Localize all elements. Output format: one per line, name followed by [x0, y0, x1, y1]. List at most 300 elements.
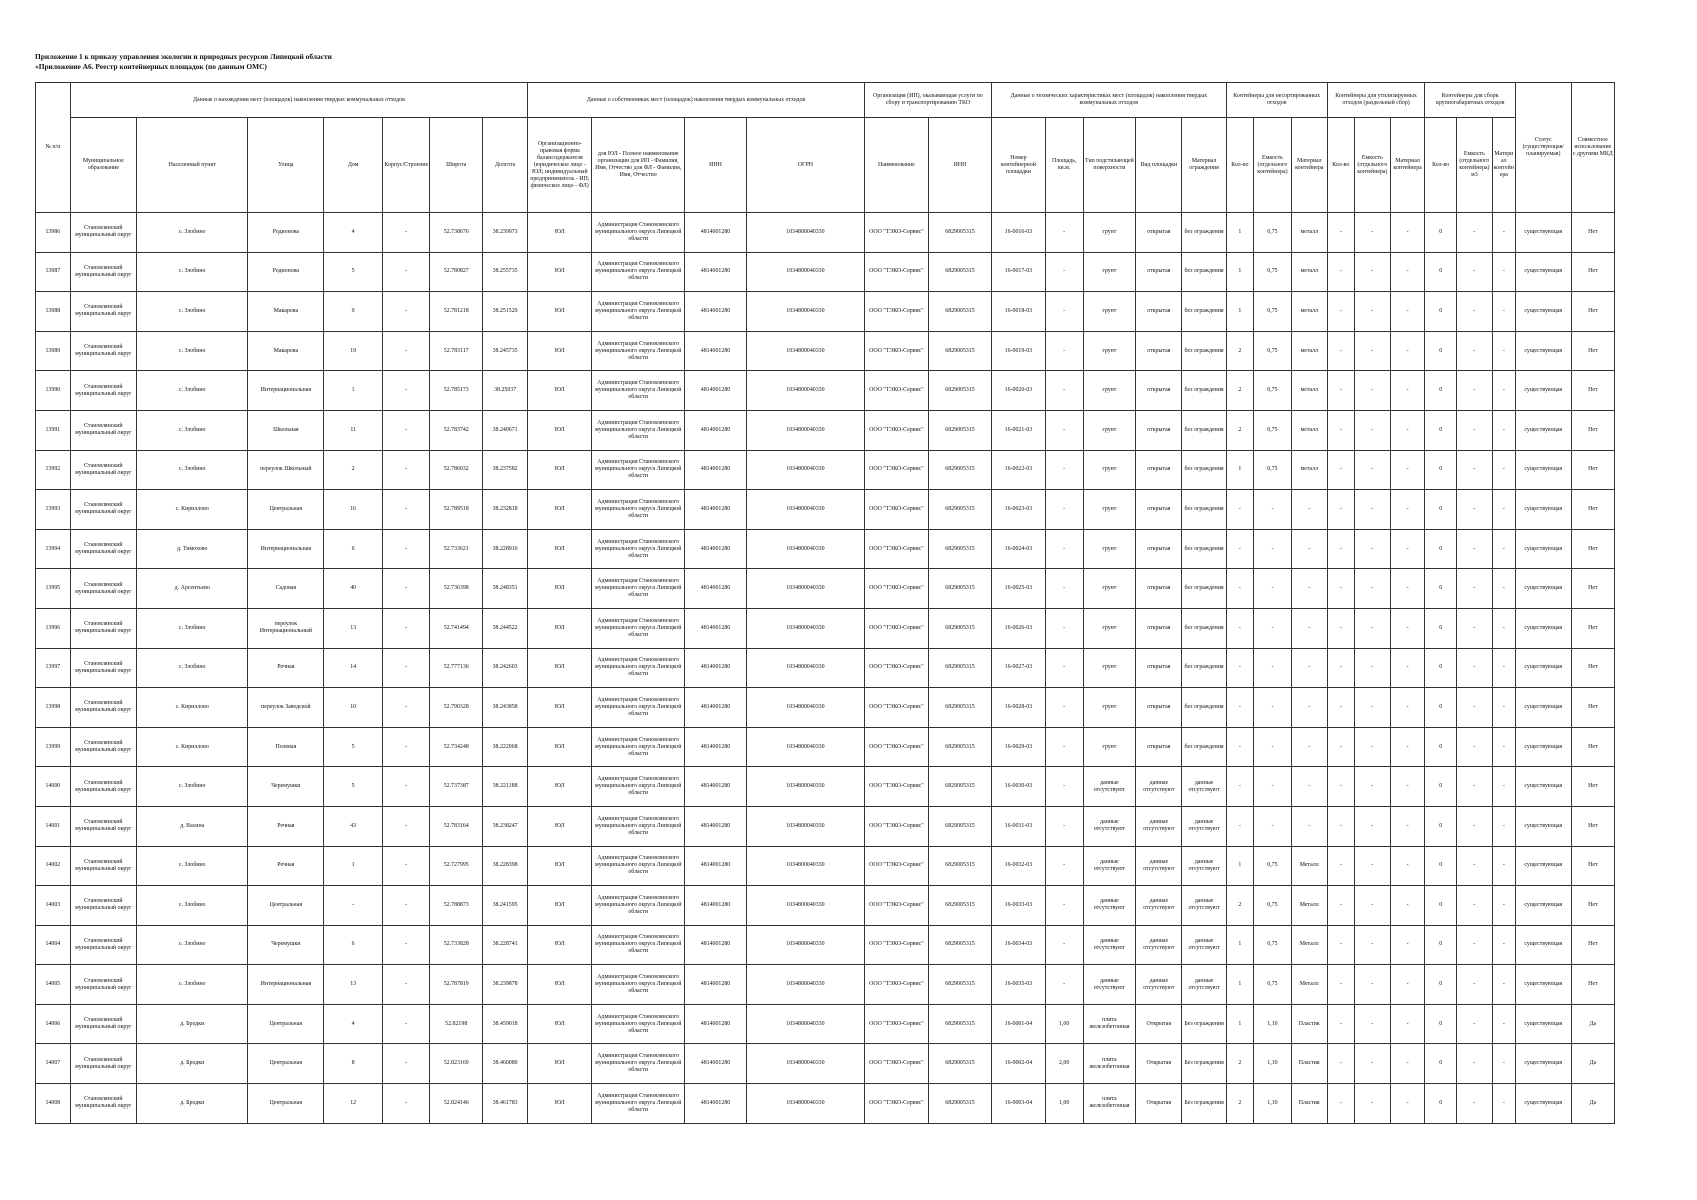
- cell-area: -: [1045, 727, 1083, 767]
- cell-area: -: [1045, 252, 1083, 292]
- cell-org-inn: 6829005315: [928, 410, 991, 450]
- cell-site-number: 16-0002-04: [992, 1044, 1046, 1084]
- cell-street: Интернациональная: [248, 371, 324, 411]
- cell-u-qty: -: [1226, 529, 1253, 569]
- cell-inn: 4814001280: [684, 371, 746, 411]
- cell-lat: 52.788873: [430, 886, 483, 926]
- cell-legal-form: ЮЛ: [528, 1004, 592, 1044]
- cell-u-cap: 0,75: [1254, 886, 1292, 926]
- cell-municipality: Становлянский муниципальный округ: [70, 529, 136, 569]
- cell-b-cap: -: [1456, 331, 1492, 371]
- cell-org-name: ООО "ТЭКО-Сервис": [864, 965, 928, 1005]
- cell-fence: без ограждения: [1182, 331, 1226, 371]
- cell-org-inn: 6829005315: [928, 886, 991, 926]
- cell-surface: грунт: [1083, 569, 1136, 609]
- cell-site-type: открытая: [1136, 450, 1182, 490]
- cell-s-mat: -: [1390, 965, 1425, 1005]
- cell-b-qty: 0: [1425, 925, 1457, 965]
- cell-owner-name: Администрация Становлянского муниципального округа Липецкой области: [592, 886, 685, 926]
- cell-u-qty: -: [1226, 608, 1253, 648]
- cell-street: Полевая: [248, 727, 324, 767]
- cell-fence: без ограждения: [1182, 490, 1226, 530]
- col-u-qty: Кол-во: [1226, 118, 1253, 213]
- cell-shared: Нет: [1571, 806, 1614, 846]
- cell-org-inn: 6829005315: [928, 965, 991, 1005]
- cell-u-qty: 1: [1226, 252, 1253, 292]
- cell-fence: данные отсутствуют: [1182, 886, 1226, 926]
- cell-municipality: Становлянский муниципальный округ: [70, 608, 136, 648]
- cell-shared: Нет: [1571, 529, 1614, 569]
- cell-org-inn: 6829005315: [928, 767, 991, 807]
- cell-status: существующая: [1515, 569, 1571, 609]
- cell-status: существующая: [1515, 925, 1571, 965]
- cell-area: -: [1045, 371, 1083, 411]
- cell-municipality: Становлянский муниципальный округ: [70, 727, 136, 767]
- cell-s-mat: -: [1390, 886, 1425, 926]
- col-area: Площадь, кв.м.: [1045, 118, 1083, 213]
- cell-lat: 52.787819: [430, 965, 483, 1005]
- cell-owner-name: Администрация Становлянского муниципального округа Липецкой области: [592, 529, 685, 569]
- cell-house: 11: [324, 410, 383, 450]
- cell-legal-form: ЮЛ: [528, 213, 592, 253]
- cell-u-cap: 1,10: [1254, 1004, 1292, 1044]
- cell-s-mat: -: [1390, 450, 1425, 490]
- cell-street: Центральная: [248, 886, 324, 926]
- cell-org-inn: 6829005315: [928, 490, 991, 530]
- cell-area: 1,00: [1045, 1004, 1083, 1044]
- cell-b-mat: -: [1492, 569, 1515, 609]
- cell-building: -: [383, 727, 430, 767]
- cell-site-number: 16-0030-03: [992, 767, 1046, 807]
- cell-s-qty: -: [1327, 213, 1354, 253]
- cell-ogrn: 1034800040330: [747, 648, 865, 688]
- cell-fence: Без ограждения: [1182, 1084, 1226, 1124]
- cell-u-mat: металл: [1291, 292, 1327, 332]
- cell-num: 14006: [36, 1004, 71, 1044]
- cell-street: Центральная: [248, 1084, 324, 1124]
- cell-org-inn: 6829005315: [928, 331, 991, 371]
- cell-b-mat: -: [1492, 490, 1515, 530]
- cell-owner-name: Администрация Становлянского муниципального округа Липецкой области: [592, 1084, 685, 1124]
- cell-site-number: 16-0016-03: [992, 213, 1046, 253]
- cell-legal-form: ЮЛ: [528, 727, 592, 767]
- cell-settlement: д. Бродки: [136, 1044, 248, 1084]
- col-street: Улица: [248, 118, 324, 213]
- cell-owner-name: Администрация Становлянского муниципального округа Липецкой области: [592, 213, 685, 253]
- cell-status: существующая: [1515, 529, 1571, 569]
- cell-num: 13993: [36, 490, 71, 530]
- cell-legal-form: ЮЛ: [528, 371, 592, 411]
- cell-s-mat: -: [1390, 569, 1425, 609]
- cell-building: -: [383, 569, 430, 609]
- cell-shared: Нет: [1571, 410, 1614, 450]
- cell-lon: 38.255735: [483, 252, 528, 292]
- cell-b-mat: -: [1492, 648, 1515, 688]
- cell-settlement: с. Злобино: [136, 292, 248, 332]
- cell-settlement: с. Злобино: [136, 371, 248, 411]
- cell-u-cap: 1,10: [1254, 1084, 1292, 1124]
- cell-org-inn: 6829005315: [928, 529, 991, 569]
- cell-site-number: 16-0022-03: [992, 450, 1046, 490]
- cell-lat: 52.781218: [430, 292, 483, 332]
- cell-house: 4: [324, 1004, 383, 1044]
- cell-surface: грунт: [1083, 727, 1136, 767]
- cell-u-qty: 1: [1226, 846, 1253, 886]
- cell-u-qty: -: [1226, 648, 1253, 688]
- cell-legal-form: ЮЛ: [528, 450, 592, 490]
- cell-org-name: ООО "ТЭКО-Сервис": [864, 925, 928, 965]
- cell-municipality: Становлянский муниципальный округ: [70, 886, 136, 926]
- cell-lon: 38.243858: [483, 688, 528, 728]
- cell-area: -: [1045, 648, 1083, 688]
- cell-s-mat: -: [1390, 608, 1425, 648]
- cell-s-mat: -: [1390, 252, 1425, 292]
- cell-b-cap: -: [1456, 252, 1492, 292]
- cell-lon: 38.461783: [483, 1084, 528, 1124]
- cell-municipality: Становлянский муниципальный округ: [70, 410, 136, 450]
- cell-site-type: данные отсутствуют: [1136, 806, 1182, 846]
- table-body: [36, 213, 1615, 1124]
- cell-s-cap: -: [1354, 1044, 1390, 1084]
- cell-inn: 4814001280: [684, 688, 746, 728]
- cell-lon: 38.244522: [483, 608, 528, 648]
- col-org-name: Наименование: [864, 118, 928, 213]
- cell-site-type: Открытая: [1136, 1084, 1182, 1124]
- cell-u-cap: 0,75: [1254, 846, 1292, 886]
- cell-u-qty: -: [1226, 569, 1253, 609]
- group-bulky: Контейнеры для сборк крупногабаритных отходов: [1425, 83, 1515, 118]
- cell-building: -: [383, 648, 430, 688]
- cell-s-mat: -: [1390, 1084, 1425, 1124]
- cell-street: Макарова: [248, 292, 324, 332]
- cell-area: -: [1045, 925, 1083, 965]
- cell-lon: 38.245735: [483, 331, 528, 371]
- cell-num: 13994: [36, 529, 71, 569]
- table-row: [36, 450, 1615, 490]
- cell-surface: грунт: [1083, 331, 1136, 371]
- cell-site-type: данные отсутствуют: [1136, 767, 1182, 807]
- cell-street: Макарова: [248, 331, 324, 371]
- cell-settlement: с. Злобино: [136, 767, 248, 807]
- cell-ogrn: 1034800040330: [747, 846, 865, 886]
- cell-u-cap: 1,10: [1254, 1044, 1292, 1084]
- cell-u-qty: 2: [1226, 886, 1253, 926]
- cell-org-inn: 6829005315: [928, 727, 991, 767]
- cell-surface: грунт: [1083, 410, 1136, 450]
- col-owner-name: для ЮЛ - Полное наименование организации для ИП - Фамилия, Имя, Отчество для ФЛ - Фамилия, Имя, Отчество: [592, 118, 685, 213]
- cell-lat: 52.777136: [430, 648, 483, 688]
- cell-u-cap: 0,75: [1254, 925, 1292, 965]
- cell-org-inn: 6829005315: [928, 292, 991, 332]
- cell-status: существующая: [1515, 490, 1571, 530]
- cell-site-number: 16-0034-03: [992, 925, 1046, 965]
- cell-u-qty: -: [1226, 727, 1253, 767]
- cell-u-mat: Металл: [1291, 886, 1327, 926]
- cell-shared: Нет: [1571, 727, 1614, 767]
- cell-b-mat: -: [1492, 213, 1515, 253]
- cell-u-qty: -: [1226, 767, 1253, 807]
- cell-site-type: открытая: [1136, 569, 1182, 609]
- cell-fence: данные отсутствуют: [1182, 965, 1226, 1005]
- cell-site-number: 16-0026-03: [992, 608, 1046, 648]
- cell-s-qty: -: [1327, 886, 1354, 926]
- cell-site-number: 16-0035-03: [992, 965, 1046, 1005]
- cell-u-mat: -: [1291, 529, 1327, 569]
- cell-ogrn: 1034800040330: [747, 490, 865, 530]
- cell-area: -: [1045, 529, 1083, 569]
- cell-lat: 52.737387: [430, 767, 483, 807]
- cell-surface: данные отсутствуют: [1083, 846, 1136, 886]
- col-lat: Широта: [430, 118, 483, 213]
- cell-owner-name: Администрация Становлянского муниципального округа Липецкой области: [592, 331, 685, 371]
- cell-org-inn: 6829005315: [928, 371, 991, 411]
- cell-s-mat: -: [1390, 1004, 1425, 1044]
- cell-municipality: Становлянский муниципальный округ: [70, 331, 136, 371]
- cell-s-qty: -: [1327, 767, 1354, 807]
- cell-u-cap: -: [1254, 648, 1292, 688]
- cell-building: -: [383, 846, 430, 886]
- cell-house: 1: [324, 371, 383, 411]
- cell-legal-form: ЮЛ: [528, 529, 592, 569]
- cell-org-inn: 6829005315: [928, 1044, 991, 1084]
- col-site-type: Вид площадки: [1136, 118, 1182, 213]
- cell-num: 14003: [36, 886, 71, 926]
- cell-org-inn: 6829005315: [928, 608, 991, 648]
- cell-b-qty: 0: [1425, 213, 1457, 253]
- cell-u-mat: -: [1291, 569, 1327, 609]
- col-s-qty: Кол-во: [1327, 118, 1354, 213]
- cell-inn: 4814001280: [684, 213, 746, 253]
- cell-u-qty: 1: [1226, 213, 1253, 253]
- table-row: [36, 371, 1615, 411]
- cell-b-qty: 0: [1425, 331, 1457, 371]
- cell-u-cap: 0,75: [1254, 965, 1292, 1005]
- cell-inn: 4814001280: [684, 410, 746, 450]
- col-u-cap: Емкость (отдельного контейнера): [1254, 118, 1292, 213]
- cell-area: -: [1045, 331, 1083, 371]
- cell-b-qty: 0: [1425, 371, 1457, 411]
- cell-u-qty: -: [1226, 490, 1253, 530]
- cell-area: -: [1045, 490, 1083, 530]
- cell-lon: 38.460080: [483, 1044, 528, 1084]
- cell-lon: 38.248351: [483, 569, 528, 609]
- cell-u-cap: 0,75: [1254, 371, 1292, 411]
- cell-street: Родионова: [248, 252, 324, 292]
- cell-org-inn: 6829005315: [928, 450, 991, 490]
- cell-b-qty: 0: [1425, 727, 1457, 767]
- cell-u-cap: 0,75: [1254, 450, 1292, 490]
- cell-building: -: [383, 688, 430, 728]
- cell-b-mat: -: [1492, 925, 1515, 965]
- cell-lon: 38.240671: [483, 410, 528, 450]
- cell-ogrn: 1034800040330: [747, 252, 865, 292]
- cell-b-qty: 0: [1425, 1044, 1457, 1084]
- cell-fence: данные отсутствуют: [1182, 806, 1226, 846]
- cell-s-cap: -: [1354, 252, 1390, 292]
- cell-building: -: [383, 331, 430, 371]
- cell-lat: 52.741494: [430, 608, 483, 648]
- table-row: [36, 410, 1615, 450]
- cell-u-qty: 2: [1226, 1044, 1253, 1084]
- cell-owner-name: Администрация Становлянского муниципального округа Липецкой области: [592, 371, 685, 411]
- cell-fence: без ограждения: [1182, 529, 1226, 569]
- table-row: [36, 529, 1615, 569]
- cell-building: -: [383, 292, 430, 332]
- cell-u-qty: 2: [1226, 371, 1253, 411]
- cell-lat: 52.733621: [430, 529, 483, 569]
- cell-s-cap: -: [1354, 806, 1390, 846]
- cell-area: -: [1045, 965, 1083, 1005]
- cell-settlement: с. Злобино: [136, 410, 248, 450]
- cell-site-type: открытая: [1136, 371, 1182, 411]
- cell-site-number: 16-0032-03: [992, 846, 1046, 886]
- cell-u-qty: 2: [1226, 410, 1253, 450]
- cell-b-qty: 0: [1425, 410, 1457, 450]
- cell-s-qty: -: [1327, 529, 1354, 569]
- cell-lat: 52.786032: [430, 450, 483, 490]
- cell-s-cap: -: [1354, 846, 1390, 886]
- cell-street: Речная: [248, 846, 324, 886]
- cell-shared: Нет: [1571, 965, 1614, 1005]
- cell-s-mat: -: [1390, 410, 1425, 450]
- cell-u-qty: 1: [1226, 1004, 1253, 1044]
- cell-settlement: д. Васина: [136, 806, 248, 846]
- cell-fence: без ограждения: [1182, 292, 1226, 332]
- cell-street: Речная: [248, 806, 324, 846]
- cell-org-name: ООО "ТЭКО-Сервис": [864, 252, 928, 292]
- cell-b-qty: 0: [1425, 688, 1457, 728]
- col-legal-form: Организационно-правовая форма балансодержателя (юридическое лицо - ЮЛ; индивидуальный предприниматель - ИП; физическое лицо - ФЛ): [528, 118, 592, 213]
- col-ogrn: ОГРН: [747, 118, 865, 213]
- cell-shared: Да: [1571, 1004, 1614, 1044]
- cell-u-cap: 0,75: [1254, 292, 1292, 332]
- cell-inn: 4814001280: [684, 331, 746, 371]
- cell-num: 14000: [36, 767, 71, 807]
- cell-b-mat: -: [1492, 1004, 1515, 1044]
- cell-house: 5: [324, 767, 383, 807]
- cell-b-qty: 0: [1425, 252, 1457, 292]
- cell-municipality: Становлянский муниципальный округ: [70, 648, 136, 688]
- cell-surface: грунт: [1083, 213, 1136, 253]
- cell-fence: без ограждения: [1182, 213, 1226, 253]
- table-row: [36, 688, 1615, 728]
- cell-inn: 4814001280: [684, 292, 746, 332]
- cell-status: существующая: [1515, 688, 1571, 728]
- cell-settlement: с. Кириллово: [136, 490, 248, 530]
- cell-site-type: открытая: [1136, 688, 1182, 728]
- col-b-mat: Материал контейнера: [1492, 118, 1515, 213]
- table-row: [36, 1004, 1615, 1044]
- cell-building: -: [383, 410, 430, 450]
- cell-lat: 52.783164: [430, 806, 483, 846]
- cell-surface: грунт: [1083, 450, 1136, 490]
- cell-shared: Нет: [1571, 886, 1614, 926]
- cell-street: переулок Школьный: [248, 450, 324, 490]
- cell-site-type: открытая: [1136, 727, 1182, 767]
- cell-ogrn: 1034800040330: [747, 965, 865, 1005]
- col-num: № п/п: [36, 83, 71, 213]
- cell-settlement: с. Кириллово: [136, 727, 248, 767]
- cell-b-qty: 0: [1425, 767, 1457, 807]
- cell-u-mat: металл: [1291, 371, 1327, 411]
- group-location: Данные о нахождении мест (площадок) накопления твердых коммунальных отходов: [70, 83, 528, 118]
- cell-site-number: 16-0018-03: [992, 292, 1046, 332]
- cell-settlement: с. Злобино: [136, 608, 248, 648]
- cell-settlement: с. Злобино: [136, 213, 248, 253]
- cell-legal-form: ЮЛ: [528, 608, 592, 648]
- col-municipality: Муниципальное образование: [70, 118, 136, 213]
- cell-b-qty: 0: [1425, 529, 1457, 569]
- cell-s-mat: -: [1390, 846, 1425, 886]
- cell-lon: 38.237582: [483, 450, 528, 490]
- title-line-1: Приложение 1 к приказу управления экологии и природных ресурсов Липецкой области: [35, 52, 332, 61]
- cell-status: существующая: [1515, 292, 1571, 332]
- cell-legal-form: ЮЛ: [528, 886, 592, 926]
- cell-u-mat: -: [1291, 648, 1327, 688]
- cell-lon: 38.239973: [483, 213, 528, 253]
- cell-u-qty: 1: [1226, 292, 1253, 332]
- cell-b-mat: -: [1492, 292, 1515, 332]
- cell-lon: 38.242603: [483, 648, 528, 688]
- cell-s-cap: -: [1354, 371, 1390, 411]
- cell-org-name: ООО "ТЭКО-Сервис": [864, 886, 928, 926]
- cell-house: 14: [324, 648, 383, 688]
- cell-building: -: [383, 806, 430, 846]
- cell-inn: 4814001280: [684, 648, 746, 688]
- cell-ogrn: 1034800040330: [747, 886, 865, 926]
- cell-b-mat: -: [1492, 331, 1515, 371]
- cell-s-mat: -: [1390, 648, 1425, 688]
- cell-lat: 52.727995: [430, 846, 483, 886]
- cell-num: 13992: [36, 450, 71, 490]
- cell-s-qty: -: [1327, 688, 1354, 728]
- cell-owner-name: Администрация Становлянского муниципального округа Липецкой области: [592, 292, 685, 332]
- group-owner: Данные о собственниках мест (площадок) накопления твердых коммунальных отходов: [528, 83, 865, 118]
- cell-surface: грунт: [1083, 252, 1136, 292]
- cell-fence: данные отсутствуют: [1182, 767, 1226, 807]
- cell-lat: 52.736398: [430, 569, 483, 609]
- cell-b-mat: -: [1492, 767, 1515, 807]
- cell-b-mat: -: [1492, 1084, 1515, 1124]
- table-row: [36, 767, 1615, 807]
- cell-u-cap: 0,75: [1254, 252, 1292, 292]
- cell-building: -: [383, 213, 430, 253]
- col-s-cap: Емкость (отдельного контейнера): [1354, 118, 1390, 213]
- cell-municipality: Становлянский муниципальный округ: [70, 252, 136, 292]
- cell-b-mat: -: [1492, 252, 1515, 292]
- cell-building: -: [383, 1044, 430, 1084]
- cell-legal-form: ЮЛ: [528, 410, 592, 450]
- cell-fence: без ограждения: [1182, 688, 1226, 728]
- cell-settlement: с. Злобино: [136, 965, 248, 1005]
- cell-u-mat: Металл: [1291, 965, 1327, 1005]
- cell-shared: Нет: [1571, 925, 1614, 965]
- cell-lon: 38.25037: [483, 371, 528, 411]
- cell-area: -: [1045, 569, 1083, 609]
- cell-lat: 52.738676: [430, 213, 483, 253]
- table-row: [36, 965, 1615, 1005]
- cell-num: 13987: [36, 252, 71, 292]
- cell-owner-name: Администрация Становлянского муниципального округа Липецкой области: [592, 410, 685, 450]
- cell-u-qty: 1: [1226, 450, 1253, 490]
- cell-street: Интернациональная: [248, 965, 324, 1005]
- group-tech: Данные о технических характеристиках мест (площадок) накопления твердых коммунальных отходов: [992, 83, 1227, 118]
- cell-street: переулок Интернациональный: [248, 608, 324, 648]
- cell-b-mat: -: [1492, 965, 1515, 1005]
- cell-inn: 4814001280: [684, 1044, 746, 1084]
- cell-municipality: Становлянский муниципальный округ: [70, 767, 136, 807]
- cell-inn: 4814001280: [684, 925, 746, 965]
